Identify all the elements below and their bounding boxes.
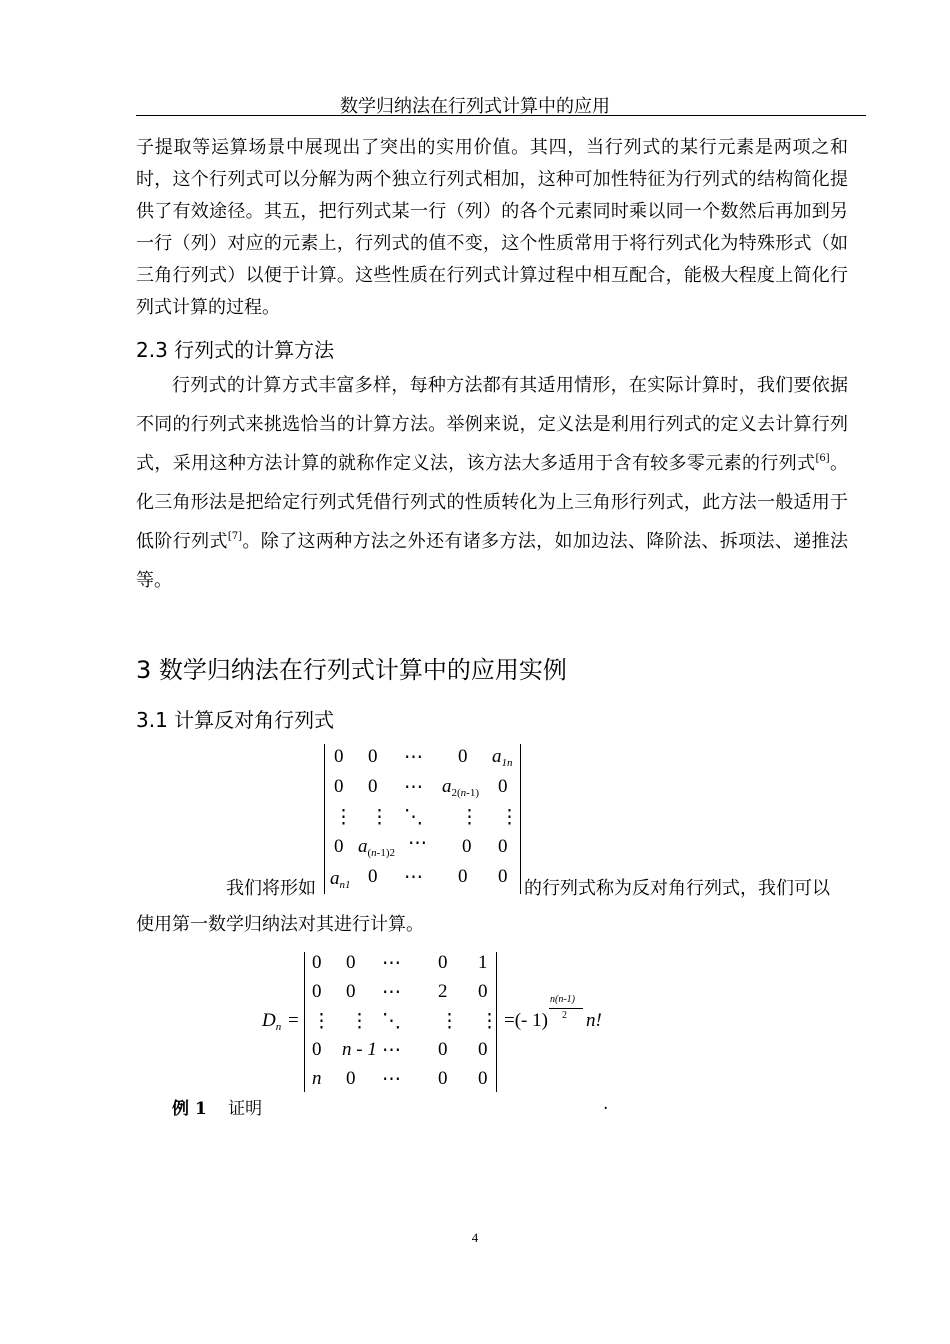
example-trailing-period: .: [603, 1094, 609, 1114]
matrix-cell: 0: [458, 746, 468, 767]
determinant-left-bar: [324, 744, 325, 894]
matrix-cell: 0: [346, 1068, 356, 1089]
determinant-right-bar: [520, 744, 521, 894]
matrix-cell: ⋮: [312, 1011, 331, 1032]
matrix-cell: 0: [462, 836, 472, 857]
matrix-cell: ⋮: [370, 807, 389, 828]
matrix-cell: 0: [334, 836, 344, 857]
matrix-cell: ⋯: [382, 953, 401, 974]
matrix-cell: ⋱: [404, 807, 423, 828]
matrix-cell: n: [312, 1068, 322, 1089]
paragraph-text: 行列式的计算方式丰富多样，每种方法都有其适用情形，在实际计算时，我们要依据不同的行列式来挑选恰当的计算方法。举例来说，定义法是利用行列式的定义去计算行列式，采用这种方法计算的就称作定义法，该方法大多适用于含有较多零元素的行列式: [136, 375, 848, 474]
matrix-cell: 0: [478, 1039, 488, 1060]
matrix-cell: 0: [498, 866, 508, 887]
determinant-left-bar: [304, 952, 305, 1092]
citation-6: [6]: [815, 453, 830, 464]
example-label: 例 1: [172, 1099, 207, 1119]
matrix-cell: ⋯: [404, 777, 423, 798]
exponent-fraction-bar: [549, 1008, 583, 1009]
paragraph-text: 。除了这两种方法之外还有诸多方法，如加边法、降阶法、拆项法、递推法等。: [136, 531, 849, 591]
matrix-cell-a1n: $a_{1n}$: [492, 746, 513, 769]
example-text: 证明: [228, 1099, 263, 1119]
matrix-cell: ⋮: [440, 1011, 459, 1032]
matrix-cell: ⋮: [334, 807, 353, 828]
matrix-cell: 0: [346, 952, 356, 973]
matrix-cell: 0: [346, 981, 356, 1002]
matrix-cell: 0: [334, 776, 344, 797]
dn-formula: [262, 950, 682, 1095]
rhs-exponent-denominator: 2: [562, 1010, 567, 1021]
matrix-cell: 0: [478, 1068, 488, 1089]
matrix-cell: ⋮: [480, 1011, 499, 1032]
section-2-3-heading: 2.3 行列式的计算方法: [136, 338, 335, 362]
section-3-heading: 3 数学归纳法在行列式计算中的应用实例: [136, 656, 567, 684]
matrix-cell: ⋱: [382, 1011, 401, 1032]
section-2-3-paragraph: [136, 366, 848, 600]
matrix-cell: 0: [458, 866, 468, 887]
matrix-cell: 0: [368, 776, 378, 797]
matrix-cell: 0: [312, 952, 322, 973]
matrix-cell: 0: [438, 1068, 448, 1089]
matrix-cell-an1: $a_{n1}$: [330, 868, 351, 891]
example-1: [172, 1094, 262, 1119]
matrix-cell: ⋮: [500, 807, 519, 828]
dn-equals: =: [288, 1010, 299, 1031]
matrix-cell: ⋯: [404, 747, 423, 768]
matrix-cell: 0: [438, 952, 448, 973]
intro-text-after: 的行列式称为反对角行列式，我们可以: [524, 878, 830, 899]
body-paragraph-properties: 子提取等运算场景中展现出了突出的实用价值。其四，当行列式的某行元素是两项之和时，这个行列式可以分解为两个独立行列式相加，这种可加性特征为行列式的结构简化提供了有效途径。其五，把行列式某一行（列）的各个元素同时乘以同一个数然后再加到另一行（列）对应的元素上，行列式的值不变，这个性质常用于将行列式化为特殊形式（如三角行列式）以便于计算。这些性质在行列式计算过程中相互配合，能极大程度上简化行列式计算的过程。: [136, 137, 848, 318]
matrix-cell: 2: [438, 981, 448, 1002]
matrix-cell: ⋯: [408, 833, 427, 854]
dn-lhs: $D_n$: [262, 1010, 282, 1033]
running-header: 数学归纳法在行列式计算中的应用: [340, 96, 610, 117]
anti-diagonal-determinant: [324, 744, 524, 896]
matrix-cell: 0: [368, 866, 378, 887]
header-rule: [136, 115, 866, 116]
matrix-cell: ⋮: [460, 807, 479, 828]
matrix-cell: 0: [478, 981, 488, 1002]
matrix-cell: 0: [498, 836, 508, 857]
matrix-cell: ⋯: [404, 867, 423, 888]
rhs-sign: =(- 1): [504, 1010, 548, 1031]
page-number: 4: [471, 1230, 479, 1245]
matrix-cell: ⋯: [382, 1040, 401, 1061]
paragraph-text: 。化三角形法是把给定行列式凭借行列式的性质转化为上三角形行列式，此方法一般适用于低阶行列式: [136, 453, 849, 552]
matrix-cell: ⋯: [382, 982, 401, 1003]
matrix-cell: 0: [438, 1039, 448, 1060]
matrix-cell-a2n1: $a_{2(n-1)}$: [442, 776, 479, 799]
intro-text-line2: 使用第一数学归纳法对其进行计算。: [136, 914, 424, 935]
matrix-cell: 0: [368, 746, 378, 767]
matrix-cell: 1: [478, 952, 488, 973]
citation-7: [7]: [227, 531, 242, 542]
rhs-factorial: n!: [586, 1010, 602, 1031]
matrix-cell: n - 1: [342, 1039, 377, 1060]
matrix-cell-an12: $a_{(n-1)2}$: [358, 836, 395, 859]
matrix-cell: 0: [312, 981, 322, 1002]
intro-text-before: 我们将形如: [226, 878, 316, 899]
matrix-cell: ⋮: [350, 1011, 369, 1032]
matrix-cell: 0: [312, 1039, 322, 1060]
matrix-cell: ⋯: [382, 1069, 401, 1090]
matrix-cell: 0: [334, 746, 344, 767]
section-3-1-heading: 3.1 计算反对角行列式: [136, 708, 335, 732]
rhs-exponent: n(n-1): [550, 994, 575, 1005]
matrix-cell: 0: [498, 776, 508, 797]
